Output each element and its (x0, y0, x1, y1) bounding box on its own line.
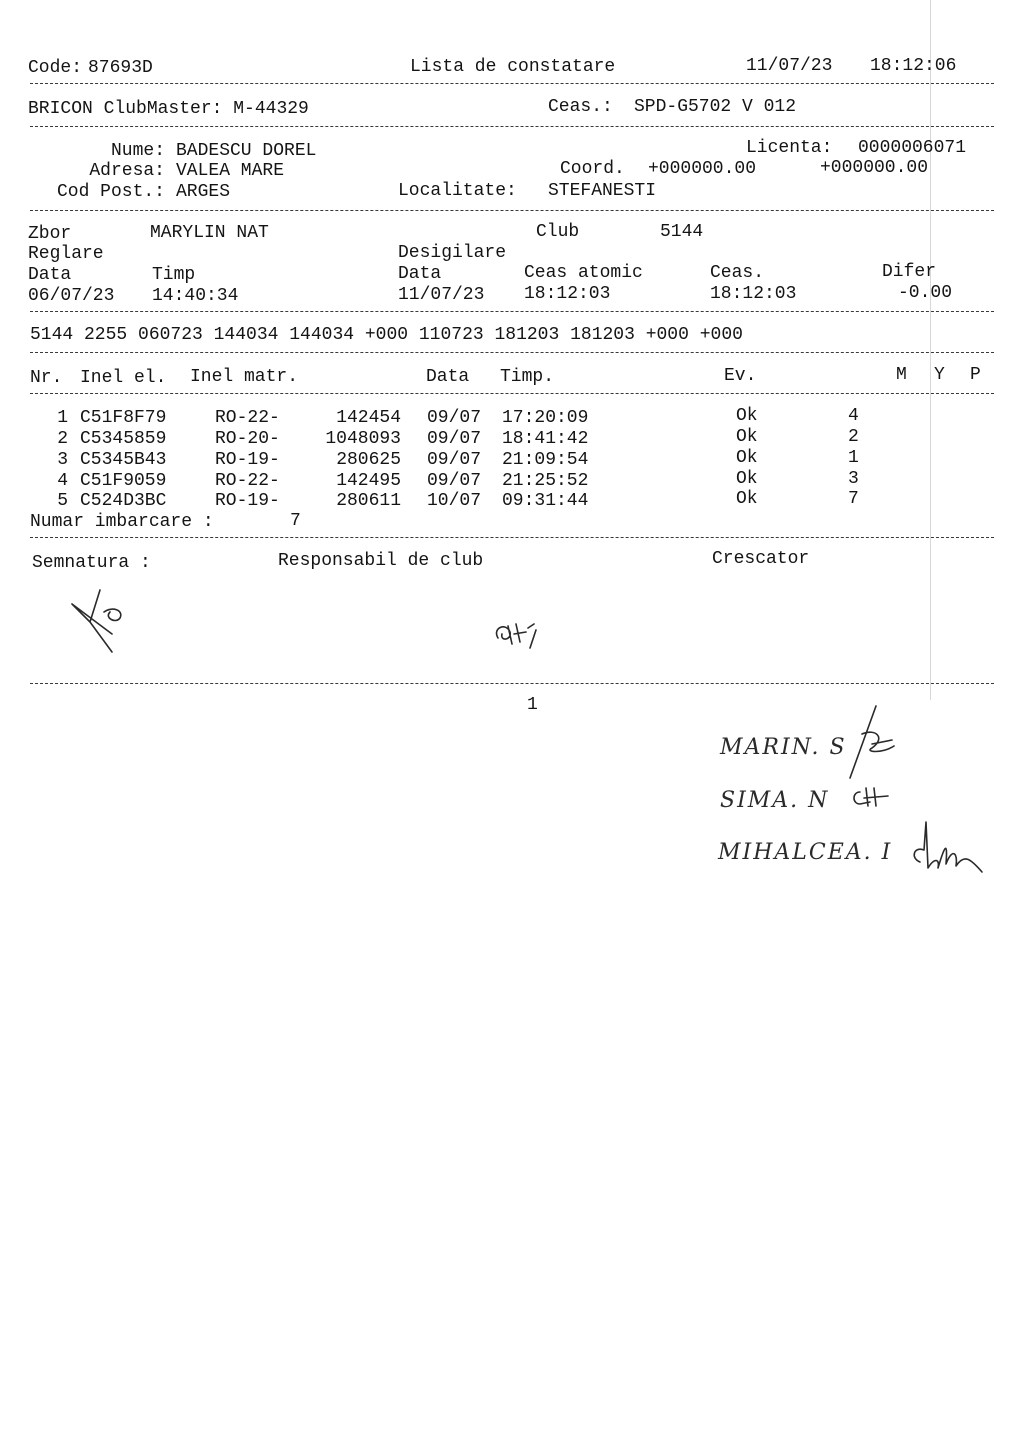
clock-time: 18:12:03 (710, 284, 797, 304)
table-row (0, 408, 1024, 428)
atomic-label: Ceas atomic (524, 263, 643, 283)
code-line: 5144 2255 060723 144034 144034 +000 110723 181203 181203 +000 +000 (30, 325, 743, 345)
row-inel-el: C5345B43 (80, 450, 167, 470)
separator (30, 537, 994, 538)
row-ev: Ok (736, 406, 758, 426)
col-inel-matr: Inel matr. (190, 367, 299, 387)
row-rank: 7 (848, 489, 859, 509)
postal-value: ARGES (176, 182, 231, 202)
row-date: 09/07 (427, 408, 482, 428)
col-nr: Nr. (30, 368, 63, 388)
handwritten-name: MARIN. S (720, 735, 847, 760)
desig-date: 11/07/23 (398, 285, 485, 305)
row-number: 142495 (336, 471, 401, 491)
clock-label: Ceas.: (548, 97, 613, 117)
row-number: 280625 (336, 450, 401, 470)
code-value: 87693D (88, 58, 153, 78)
data-label: Data (28, 265, 72, 285)
row-nr: 2 (57, 429, 68, 449)
name-label: Nume: (110, 141, 165, 161)
difer-value: -0.00 (898, 283, 953, 303)
postal-label: Cod Post.: (56, 182, 165, 202)
row-time: 21:25:52 (502, 471, 589, 491)
separator (30, 311, 994, 312)
handwritten-name: SIMA. N (720, 788, 830, 813)
row-time: 09:31:44 (502, 491, 589, 511)
license-label: Licenta: (746, 138, 833, 158)
locality-value: STEFANESTI (548, 181, 657, 201)
row-number: 142454 (336, 408, 401, 428)
row-time: 21:09:54 (502, 450, 589, 470)
col-y: Y (934, 365, 945, 385)
row-ev: Ok (736, 448, 758, 468)
owner-name: BADESCU DOREL (176, 141, 317, 161)
row-rank: 2 (848, 427, 859, 447)
handwritten-name: MIHALCEA. I (718, 840, 893, 865)
row-series: RO-22- (215, 408, 280, 428)
row-time: 17:20:09 (502, 408, 589, 428)
breeder-label: Crescator (712, 549, 810, 569)
row-nr: 3 (57, 450, 68, 470)
desigilare-label: Desigilare (398, 243, 507, 263)
row-date: 09/07 (427, 429, 482, 449)
table-row (0, 471, 1024, 491)
row-nr: 5 (57, 491, 68, 511)
row-inel-el: C5345859 (80, 429, 167, 449)
atomic-time: 18:12:03 (524, 284, 611, 304)
row-rank: 1 (848, 448, 859, 468)
code-label: Code: (28, 58, 83, 78)
header-date: 11/07/23 (746, 56, 833, 76)
row-nr: 4 (57, 471, 68, 491)
coord-x: +000000.00 (648, 159, 757, 179)
row-series: RO-19- (215, 450, 280, 470)
signature-scribble (60, 582, 140, 662)
owner-address: VALEA MARE (176, 161, 285, 181)
handwritten-signature-mark (850, 786, 890, 810)
handwritten-signature-mark (842, 704, 902, 784)
table-row (0, 450, 1024, 470)
separator (30, 126, 994, 127)
reglare-time: 14:40:34 (152, 286, 239, 306)
row-time: 18:41:42 (502, 429, 589, 449)
separator (30, 393, 994, 394)
row-rank: 4 (848, 406, 859, 426)
row-inel-el: C51F8F79 (80, 408, 167, 428)
row-date: 09/07 (427, 471, 482, 491)
separator (30, 210, 994, 211)
coord-y: +000000.00 (820, 158, 929, 178)
club-value: 5144 (660, 222, 704, 242)
col-inel-el: Inel el. (80, 368, 167, 388)
row-date: 09/07 (427, 450, 482, 470)
row-nr: 1 (57, 408, 68, 428)
row-rank: 3 (848, 469, 859, 489)
row-ev: Ok (736, 427, 758, 447)
row-number: 280611 (336, 491, 401, 511)
row-inel-el: C51F9059 (80, 471, 167, 491)
col-data: Data (426, 367, 470, 387)
clock-id: SPD-G5702 V 012 (634, 97, 797, 117)
license-value: 0000006071 (858, 138, 967, 158)
row-series: RO-20- (215, 429, 280, 449)
timp-label: Timp (152, 265, 196, 285)
reglare-date: 06/07/23 (28, 286, 115, 306)
document-title: Lista de constatare (410, 57, 616, 77)
boarding-count: 7 (290, 511, 301, 531)
handwritten-signature-mark (908, 818, 988, 878)
club-responsible-label: Responsabil de club (278, 551, 484, 571)
col-ev: Ev. (724, 366, 757, 386)
col-timp: Timp. (500, 367, 555, 387)
app-name: BRICON ClubMaster: M-44329 (28, 99, 309, 119)
club-label: Club (536, 222, 580, 242)
flight-name: MARYLIN NAT (150, 223, 269, 243)
row-date: 10/07 (427, 491, 482, 511)
separator (30, 83, 994, 84)
row-series: RO-22- (215, 471, 280, 491)
header-time: 18:12:06 (870, 56, 957, 76)
row-ev: Ok (736, 489, 758, 509)
signature-initials (490, 618, 540, 654)
locality-label: Localitate: (398, 181, 517, 201)
scan-fold-line (930, 0, 931, 700)
zbor-label: Zbor (28, 224, 72, 244)
coord-label: Coord. (560, 159, 625, 179)
col-p: P (970, 365, 981, 385)
separator (30, 352, 994, 353)
ceas-label: Ceas. (710, 263, 765, 283)
row-series: RO-19- (215, 491, 280, 511)
row-number: 1048093 (325, 429, 401, 449)
difer-label: Difer (882, 262, 937, 282)
page-number: 1 (527, 695, 538, 715)
boarding-label: Numar imbarcare : (30, 512, 214, 532)
table-row (0, 491, 1024, 511)
row-ev: Ok (736, 469, 758, 489)
col-m: M (896, 365, 907, 385)
reglare-label: Reglare (28, 244, 104, 264)
separator (30, 683, 994, 684)
table-row (0, 429, 1024, 449)
data2-label: Data (398, 264, 442, 284)
signature-label: Semnatura : (32, 553, 151, 573)
row-inel-el: C524D3BC (80, 491, 167, 511)
address-label: Adresa: (89, 161, 165, 181)
